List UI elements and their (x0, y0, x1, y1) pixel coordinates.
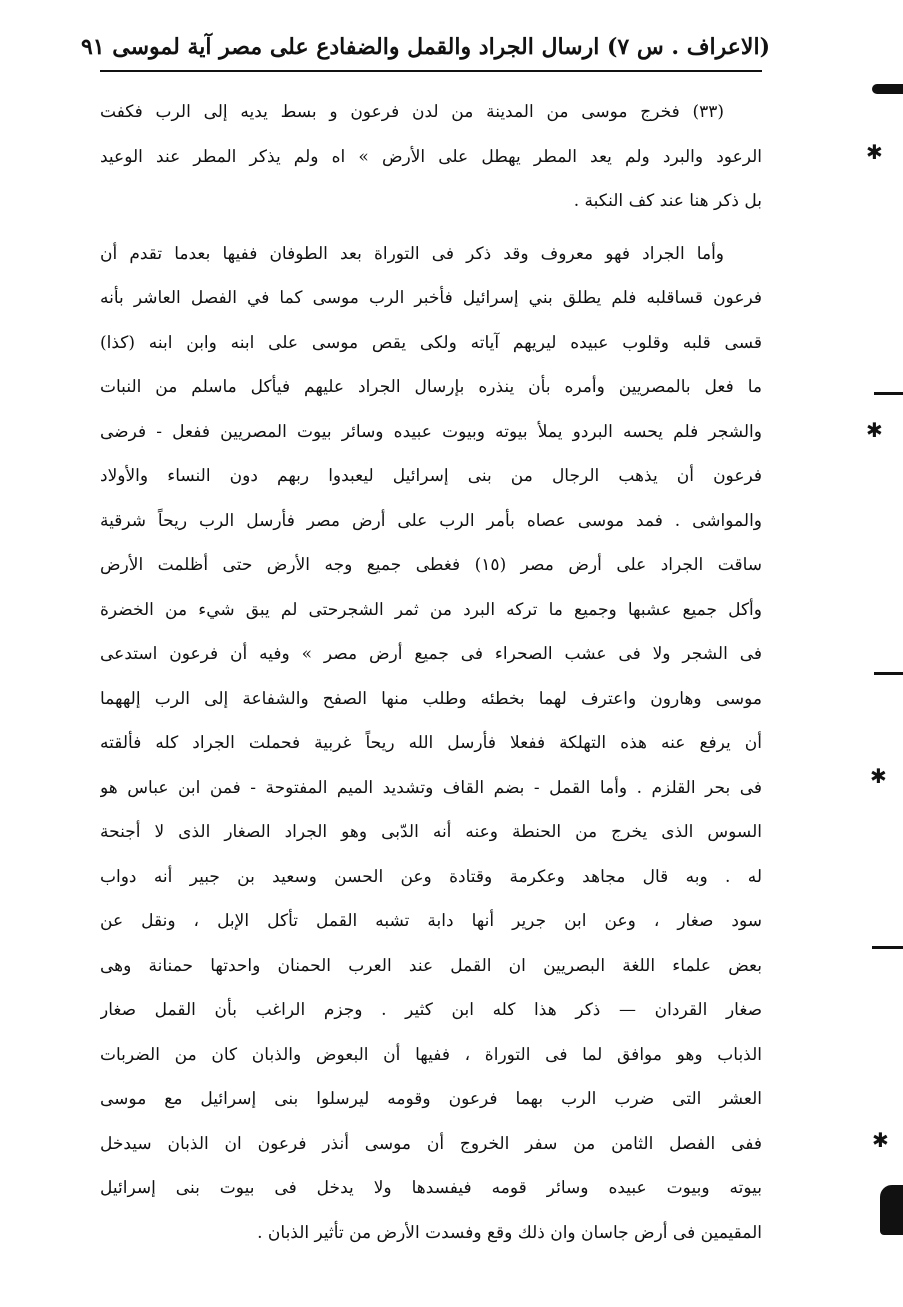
text-line: وأكل جميع عشبها وجميع ما تركه البرد من ثمر الشجرحتى لم يبق شيء من الخضرة (100, 599, 762, 620)
text-line: فى الشجر ولا فى عشب الصحراء فى جميع أرض مصر » وفيه أن فرعون استدعى (100, 644, 762, 664)
text-line: فرعون أن يذهب الرجال من بنى إسرائيل ليعبدوا ربهم دون النساء والأولاد (100, 466, 762, 486)
text-line: ساقت الجراد على أرض مصر (١٥) فغطى جميع وجه الأرض حتى أظلمت الأرض (100, 555, 762, 575)
body-text (100, 90, 762, 1255)
text-line: السوس الذى يخرج من الحنطة وعنه أنه الدّبى وهو الجراد الصغار الذى لا أجنحة (100, 822, 762, 842)
margin-splotch: ✱ (866, 418, 883, 442)
text-line: أن يرفع عنه هذه التهلكة ففعلا فأرسل الله ريحاً غربية فحملت الجراد كله فألقته (100, 733, 762, 753)
text-line: ما فعل بالمصريين وأمره بأن ينذره بإرسال الجراد عليهم فيأكل ماسلم من النبات (100, 377, 762, 397)
page-header (80, 30, 770, 64)
text-line: بعض علماء اللغة البصريين ان القمل عند العرب الحمنان واحدتها حمنانة وهى (100, 955, 762, 976)
margin-mark (872, 84, 903, 94)
text-line: ففى الفصل الثامن من سفر الخروج أن موسى أنذر فرعون ان الذبان سيدخل (100, 1133, 762, 1154)
margin-mark (880, 1185, 903, 1235)
text-line: الذباب وهو موافق لما فى التوراة ، ففيها أن البعوض والذبان كان من الضربات (100, 1044, 762, 1065)
margin-mark (872, 946, 903, 949)
text-line: وأما الجراد فهو معروف وقد ذكر فى التوراة بعد الطوفان ففيها بعدما تقدم أن (100, 243, 724, 264)
margin-splotch: ✱ (872, 1128, 889, 1152)
text-line: المقيمين فى أرض جاسان وان ذلك وقع وفسدت الأرض من تأثير الذبان . (257, 1222, 762, 1243)
header-title: (الاعراف . س ٧) ارسال الجراد والقمل والضفادع على مصر آية لموسى ٩١ (80, 34, 770, 60)
text-line: (٣٣) فخرج موسى من المدينة من لدن فرعون و بسط يديه إلى الرب فكفت (100, 102, 724, 122)
text-line: فرعون قساقلبه فلم يطلق بني إسرائيل فأخبر الرب موسى كما في الفصل العاشر بأنه (100, 288, 762, 308)
margin-splotch: ✱ (870, 764, 887, 788)
text-line: له . وبه قال مجاهد وعكرمة وقتادة وعن الحسن وسعيد بن جبير أنه دواب (100, 866, 762, 887)
text-line: بل ذكر هنا عند كف النكبة . (573, 191, 762, 211)
text-line: موسى وهارون واعترف لهما بخطئه وطلب منها الصفح والشفاعة إلى الرب إلههما (100, 688, 762, 709)
text-line: العشر التى ضرب الرب بهما فرعون وقومه ليرسلوا بنى إسرائيل مع موسى (100, 1089, 762, 1109)
text-line: فى بحر القلزم . وأما القمل - بضم القاف وتشديد الميم المفتوحة - فمن ابن عباس هو (100, 777, 762, 798)
text-line: الرعود والبرد ولم يعد المطر يهطل على الأرض » اه ولم يذكر المطر عند الوعيد (100, 146, 762, 167)
text-line: بيوته وبيوت عبيده وسائر قومه فيفسدها ولا يدخل فى بيوت بنى إسرائيل (100, 1178, 762, 1198)
text-line: والمواشى . فمد موسى عصاه بأمر الرب على أرض مصر فأرسل الرب ريحاً شرقية (100, 510, 762, 531)
text-line: سود صغار ، وعن ابن جرير أنها دابة تشبه القمل تأكل الإبل ، ونقل عن (100, 911, 762, 931)
header-divider (100, 70, 762, 72)
margin-mark (874, 392, 903, 395)
text-line: قسى قلبه وقلوب عبيده ليريهم آياته ولكى يقص موسى على ابنه وابن ابنه (كذا) (100, 332, 762, 353)
text-line: والشجر فلم يحسه البردو يملأ بيوته وبيوت عبيده وسائر بيوت المصريين ففعل - فرضى (100, 421, 762, 442)
margin-splotch: ✱ (866, 140, 883, 164)
text-line: صغار القردان — ذكر هذا كله ابن كثير . وجزم الراغب بأن القمل صغار (100, 1000, 762, 1020)
margin-mark (874, 672, 903, 675)
